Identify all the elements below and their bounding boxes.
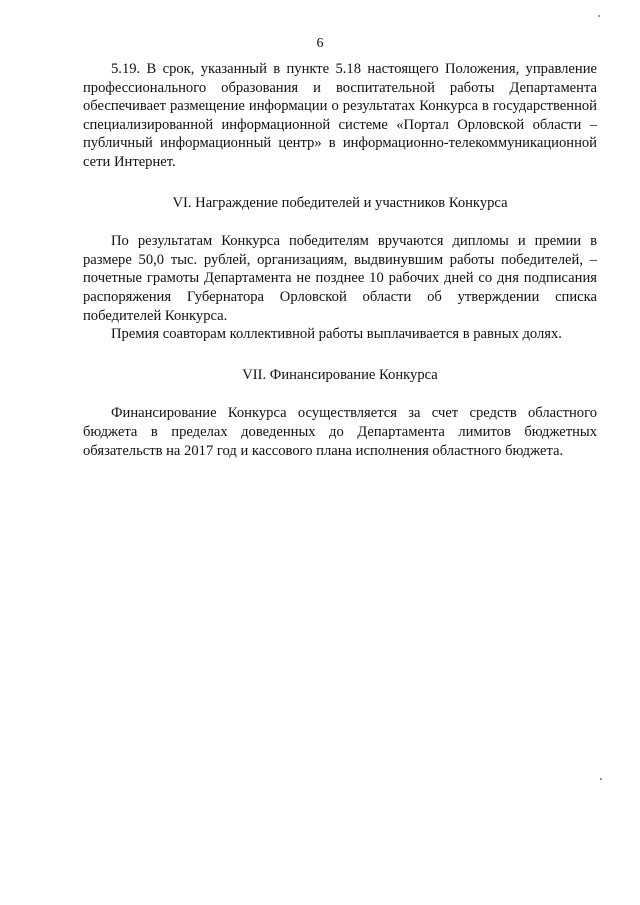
section-6-paragraph-coauthors: Премия соавторам коллективной работы выплачивается в равных долях. <box>111 326 562 343</box>
section-7-paragraph-financing: Финансирование Конкурса осуществляется за счет средств областного бюджета в пределах доведенных до Департамента лимитов бюджетных обязательств на 2017 год и кассового плана исполнения областного бюджета. <box>83 405 597 459</box>
scan-speck <box>598 15 600 17</box>
section-6-paragraph-awards: По результатам Конкурса победителям вручаются дипломы и премии в размере 50,0 тыс. рублей, организациям, выдвинувшим работы победителей, – почетные грамоты Департамента не позднее 10 рабочих дней со дня подписания распоряжения Губернатора Орловской области об утверждении списка победителей Конкурса. <box>83 233 597 324</box>
document-body <box>83 60 597 460</box>
section-6-heading: VI. Награждение победителей и участников Конкурса <box>172 194 508 211</box>
paragraph-5-19: 5.19. В срок, указанный в пункте 5.18 настоящего Положения, управление профессионального образования и воспитательной работы Департамента обеспечивает размещение информации о результатах Конкурса в государственной специализированной информационной системе «Портал Орловской области – публичный информационный центр» в информационно-телекоммуникационной сети Интернет. <box>83 61 597 170</box>
section-7-heading: VII. Финансирование Конкурса <box>242 366 438 383</box>
page-number: 6 <box>316 36 324 51</box>
scan-speck <box>600 778 602 780</box>
